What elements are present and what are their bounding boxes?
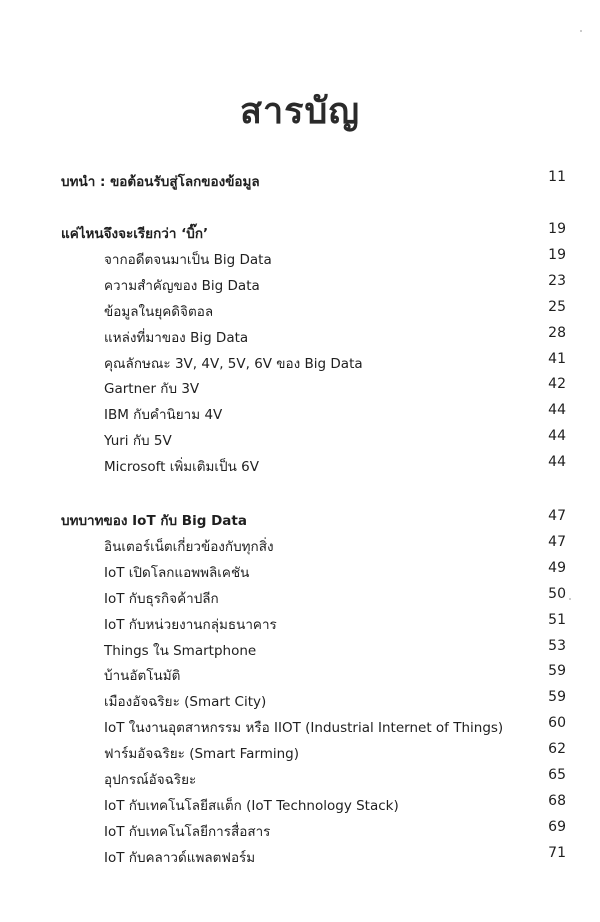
toc-entry-label: บ้านอัตโนมัติ bbox=[104, 668, 181, 685]
toc-entry bbox=[0, 688, 600, 712]
toc-chapter-label: บทนำ : ขอต้อนรับสู่โลกของข้อมูล bbox=[61, 174, 260, 190]
toc-entry-page-number: 28 bbox=[548, 324, 566, 341]
toc-entry-page-number: 44 bbox=[548, 428, 566, 445]
toc-entry-page-number: 49 bbox=[548, 559, 566, 576]
toc-entry-page-number: 41 bbox=[548, 350, 566, 367]
toc-entry bbox=[0, 453, 600, 477]
toc-chapter-label: บทบาทของ IoT กับ Big Data bbox=[61, 513, 247, 529]
toc-entry-page-number: 25 bbox=[548, 298, 566, 315]
toc-entry-page-number: 23 bbox=[548, 272, 566, 289]
toc-entry-label: ความสำคัญของ Big Data bbox=[104, 277, 260, 294]
page-title: สารบัญ bbox=[239, 91, 361, 132]
toc-entry bbox=[0, 375, 600, 399]
toc-chapter bbox=[0, 220, 600, 244]
toc-entry-page-number: 65 bbox=[548, 767, 566, 783]
toc-entry-page-number: 47 bbox=[548, 533, 566, 550]
toc-entry-label: Things ใน Smartphone bbox=[104, 642, 257, 659]
toc-entry-label: IBM กับคำนิยาม 4V bbox=[104, 407, 223, 424]
toc-entry bbox=[0, 559, 600, 583]
paper-speck bbox=[580, 30, 582, 32]
paper-speck bbox=[569, 598, 571, 600]
toc-entry-page-number: 42 bbox=[548, 376, 566, 393]
toc-entry-label: จากอดีตจนมาเป็น Big Data bbox=[104, 251, 272, 268]
toc-entry bbox=[0, 818, 600, 842]
toc-entry bbox=[0, 298, 600, 322]
toc-entry-page-number: 44 bbox=[548, 402, 566, 419]
toc-entry-label: อุปกรณ์อัจฉริยะ bbox=[104, 772, 197, 788]
toc-entry-label: แหล่งที่มาของ Big Data bbox=[104, 329, 249, 346]
toc-entry bbox=[0, 637, 600, 661]
toc-chapter bbox=[0, 507, 600, 531]
toc-entry-label: IoT เปิดโลกแอพพลิเคชัน bbox=[104, 564, 250, 581]
toc-entry-label: IoT กับคลาวด์แพลตฟอร์ม bbox=[104, 849, 256, 866]
toc-entry-label: Microsoft เพิ่มเติมเป็น 6V bbox=[104, 459, 259, 476]
toc-entry-page-number: 62 bbox=[548, 741, 566, 758]
toc-entry-label: IoT กับหน่วยงานกลุ่มธนาคาร bbox=[104, 616, 277, 633]
toc-entry-label: เมืองอัจฉริยะ (Smart City) bbox=[104, 694, 267, 711]
toc-entry bbox=[0, 401, 600, 425]
toc-chapter-page-number: 47 bbox=[548, 508, 566, 524]
toc-chapter-page-number: 11 bbox=[548, 169, 566, 185]
toc-entry bbox=[0, 792, 600, 816]
toc-entry bbox=[0, 533, 600, 557]
toc-entry-page-number: 59 bbox=[548, 663, 566, 680]
toc-entry-page-number: 69 bbox=[548, 818, 566, 835]
toc-entry-label: IoT ในงานอุตสาหกรรม หรือ IIOT (Industrial Internet of Things) bbox=[104, 720, 504, 737]
toc-entry-page-number: 19 bbox=[548, 246, 566, 263]
toc-entry bbox=[0, 740, 600, 764]
toc-entry-label: คุณลักษณะ 3V, 4V, 5V, 6V ของ Big Data bbox=[104, 355, 363, 372]
toc-chapter bbox=[0, 168, 600, 192]
toc-entry-label: IoT กับเทคโนโลยีสแต็ก (IoT Technology Stack) bbox=[104, 797, 399, 814]
toc-entry-label: Yuri กับ 5V bbox=[104, 433, 172, 450]
toc-entry-label: IoT กับเทคโนโลยีการสื่อสาร bbox=[104, 823, 271, 840]
toc-entry bbox=[0, 766, 600, 790]
toc-entry-label: อินเตอร์เน็ตเกี่ยวข้องกับทุกสิ่ง bbox=[104, 538, 274, 555]
toc-entry-page-number: 60 bbox=[548, 715, 566, 732]
toc-entry bbox=[0, 272, 600, 296]
toc-entry bbox=[0, 611, 600, 635]
toc-entry-page-number: 53 bbox=[548, 637, 566, 654]
toc-entry-page-number: 59 bbox=[548, 689, 566, 706]
toc-entry bbox=[0, 844, 600, 868]
toc-entry-label: Gartner กับ 3V bbox=[104, 381, 200, 398]
toc-entry bbox=[0, 246, 600, 270]
toc-entry-page-number: 50 bbox=[548, 585, 566, 602]
toc-entry bbox=[0, 714, 600, 738]
toc-entry-page-number: 51 bbox=[548, 611, 566, 628]
toc-entry bbox=[0, 350, 600, 374]
toc-chapter-page-number: 19 bbox=[548, 221, 566, 237]
toc-chapter-label: แค่ไหนจึงจะเรียกว่า ‘บิ๊ก’ bbox=[61, 226, 209, 242]
toc-entry bbox=[0, 324, 600, 348]
toc-entry bbox=[0, 662, 600, 686]
toc-entry-page-number: 71 bbox=[548, 844, 566, 861]
toc-entry bbox=[0, 427, 600, 451]
toc-entry-label: ข้อมูลในยุคดิจิตอล bbox=[104, 303, 214, 320]
toc-entry bbox=[0, 585, 600, 609]
toc-entry-label: ฟาร์มอัจฉริยะ (Smart Farming) bbox=[104, 746, 300, 763]
toc-entry-page-number: 68 bbox=[548, 792, 566, 809]
toc-entry-page-number: 44 bbox=[548, 454, 566, 471]
toc-entry-label: IoT กับธุรกิจค้าปลีก bbox=[104, 590, 219, 607]
